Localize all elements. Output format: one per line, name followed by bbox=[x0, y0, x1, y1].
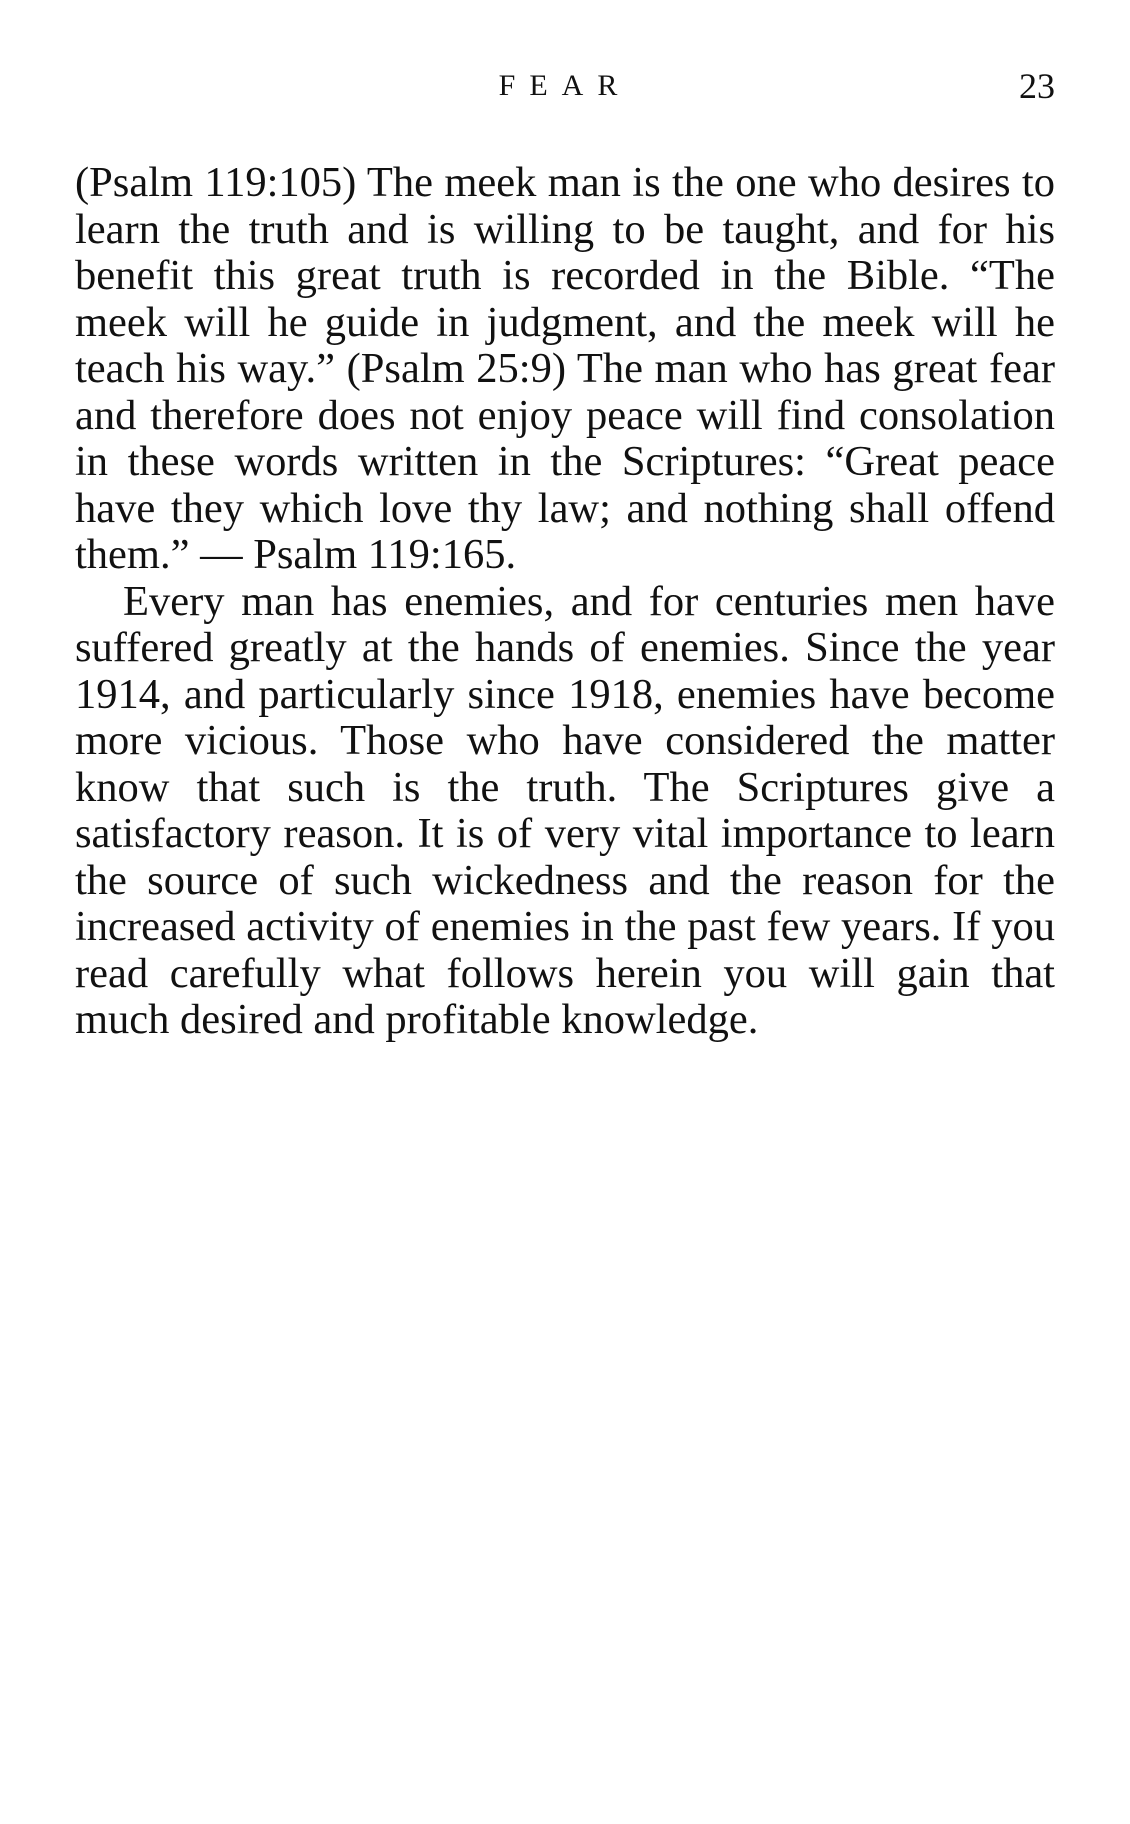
page-number: 23 bbox=[1019, 66, 1055, 106]
paragraph-enemies: Every man has enemies, and for centuries men have suffered greatly at the hands of enemies. Since the year 1914, and particularly since 1918, enemies have become more vicious. Those who have considered the matter know that such is the truth. The Scriptures give a satisfactory reason. It is of very vital importance to learn the source of such wickedness and the reason for the increased activity of enemies in the past few years. If you read carefully what follows herein you will gain that much desired and profitable knowledge. bbox=[75, 577, 1055, 1043]
body-text bbox=[75, 160, 1055, 1044]
page-header bbox=[75, 66, 1055, 126]
running-head: FEAR bbox=[498, 69, 632, 102]
paragraph-continued: (Psalm 119:105) The meek man is the one who desires to learn the truth and is willing to be taught, and for his benefit this great truth is recorded in the Bible. “The meek will he guide in judgment, and the meek will he teach his way.” (Psalm 25:9) The man who has great fear and therefore does not enjoy peace will find consolation in these words written in the Scriptures: “Great peace have they which love thy law; and nothing shall offend them.” — Psalm 119:165. bbox=[75, 159, 1055, 578]
